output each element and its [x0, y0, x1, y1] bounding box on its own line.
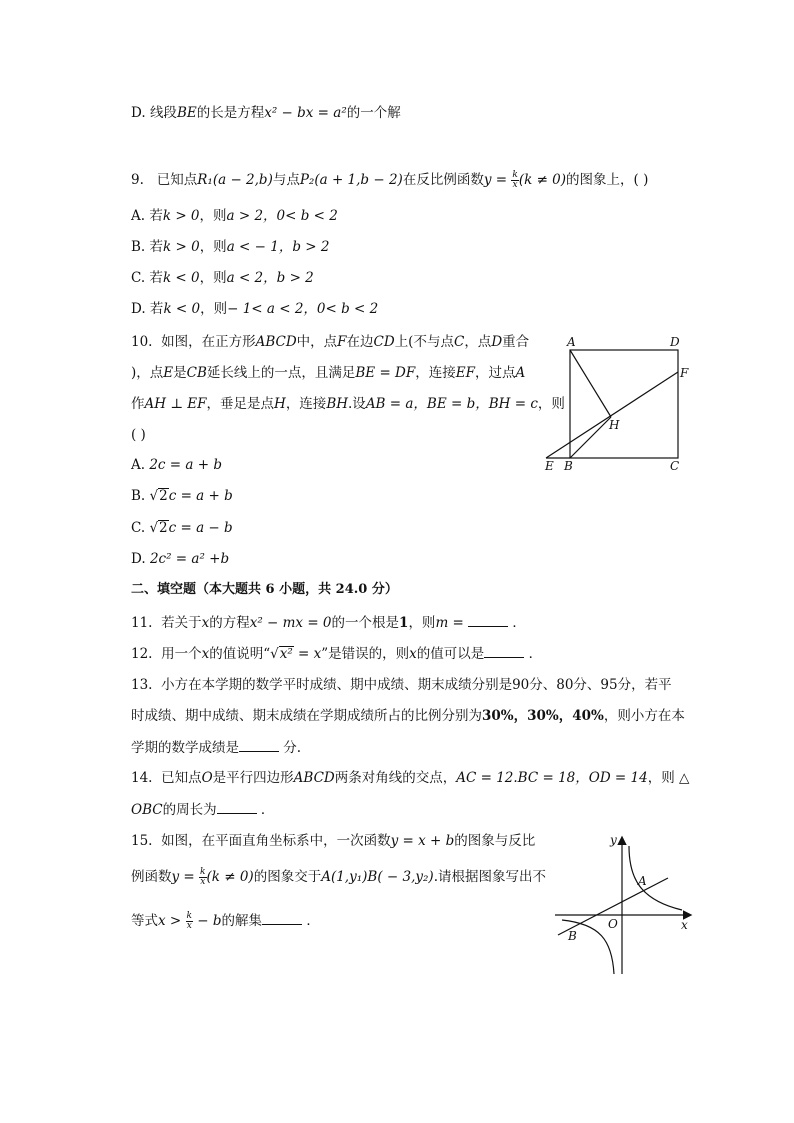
text: 两条对角线的交点，: [334, 770, 457, 786]
numerator: k: [186, 911, 192, 921]
math: D: [491, 334, 503, 350]
q9-option-c: [131, 268, 314, 288]
text: 重合: [502, 334, 530, 350]
q10-option-a: [131, 455, 222, 475]
text: 的值说明“: [209, 646, 271, 662]
q10-option-d: [131, 549, 229, 569]
text: .设: [348, 396, 366, 412]
math: (k ≠ 0): [206, 869, 254, 885]
text: 中，点: [296, 334, 338, 350]
q15-line2: [131, 867, 546, 887]
text: ，则小方在本: [603, 708, 685, 724]
text: ( ): [131, 427, 146, 443]
math: k > 0: [163, 239, 200, 255]
text: )，点: [131, 365, 164, 381]
segment-bh: [570, 417, 611, 458]
fraction: [511, 171, 518, 190]
text: ，点: [464, 334, 492, 350]
label-c: C: [670, 459, 680, 473]
text: 上(不与点: [394, 334, 454, 350]
label-d: D: [670, 335, 680, 349]
section-title: [131, 580, 398, 600]
math: OBC: [131, 802, 163, 818]
option-label: A.: [131, 457, 150, 473]
text: 的方程: [209, 615, 250, 631]
text: 1: [399, 615, 409, 631]
math: R₁(a − 2,b): [197, 172, 273, 188]
text: 的周长为: [162, 802, 217, 818]
answer-blank[interactable]: [217, 799, 257, 814]
text: .请根据图象写出不: [433, 869, 546, 885]
text: 24.0: [331, 582, 372, 597]
q10-stem-line1: [131, 332, 529, 352]
text: 的解集: [221, 913, 263, 929]
label-y: y: [610, 833, 617, 847]
text: ，则 △: [647, 770, 690, 786]
question-number: 10.: [131, 334, 153, 350]
text: ，垂足是点: [206, 396, 275, 412]
equation: AC = 12.BC = 18，OD = 14: [456, 770, 648, 786]
math: k < 0: [162, 270, 200, 286]
text: 的长是方程: [196, 105, 265, 121]
math: k > 0: [162, 208, 200, 224]
text: 例函数: [131, 869, 172, 885]
option-label: C.: [131, 520, 150, 536]
equation: x² − mx = 0: [249, 615, 332, 631]
hyperbola-branch-1: [629, 846, 682, 910]
math: H: [274, 396, 286, 412]
label-b: B: [568, 929, 577, 943]
math: P₂(a + 1,b − 2): [299, 172, 403, 188]
question-number: 9.: [131, 172, 144, 188]
text: 的值可以是: [416, 646, 485, 662]
label-o: O: [608, 917, 618, 931]
math: ABCD: [255, 334, 297, 350]
math: c = a + b: [168, 488, 233, 504]
answer-blank[interactable]: [484, 643, 524, 658]
text: ，过点: [475, 365, 516, 381]
option-label: C. 若: [131, 270, 163, 286]
text: ．: [302, 913, 320, 929]
math: c = a − b: [168, 520, 233, 536]
q9-option-a: [131, 206, 338, 226]
question-number: 14.: [131, 770, 153, 786]
q12: 12. 用一个x的值说明“√x² = x”是错误的，则x的值可以是 ．: [131, 643, 542, 664]
text: ”是错误的，则: [321, 646, 410, 662]
text: 与点: [272, 172, 300, 188]
text: ，则: [199, 208, 227, 224]
math: A: [515, 365, 526, 381]
option-label: D. 若: [131, 301, 164, 317]
math: 2c = a + b: [149, 457, 222, 473]
math: x: [201, 615, 210, 631]
fraction: [199, 868, 206, 887]
q10-option-c: C. √2c = a − b: [131, 520, 233, 536]
q13-line3: [131, 737, 301, 758]
text: ，则: [200, 301, 228, 317]
text: ，则: [537, 396, 565, 412]
option-label: A. 若: [131, 208, 163, 224]
text: 时成绩、期中成绩、期末成绩在学期成绩所占的比例分别为: [131, 708, 482, 724]
q14-line1: [131, 768, 689, 788]
math: a > 2，0< b < 2: [226, 208, 338, 224]
q15-line3: [131, 910, 320, 931]
label-f: F: [680, 366, 689, 380]
math: k < 0: [163, 301, 201, 317]
question-number: 12.: [131, 646, 153, 662]
math: CD: [373, 334, 395, 350]
text: ，则: [199, 270, 227, 286]
label-x: x: [681, 918, 688, 932]
text: 已知点: [156, 172, 198, 188]
math: E: [163, 365, 174, 381]
text: 如图，在平面直角坐标系中，一次函数: [161, 833, 391, 849]
text: 的图象交于: [253, 869, 322, 885]
q10-option-b: B. √2c = a + b: [131, 488, 233, 504]
text: 延长线上的一点，且满足: [206, 365, 356, 381]
answer-blank[interactable]: [262, 910, 302, 925]
q15-line1: [131, 831, 535, 851]
math: m =: [435, 615, 464, 631]
text: 小方在本学期的数学平时成绩、期中成绩、期末成绩分别是90分、80分、95分，若平: [161, 677, 672, 693]
q10-stem-line3: [131, 394, 565, 414]
denominator: x: [200, 877, 206, 887]
denominator: x: [186, 921, 192, 931]
text: 的一个根是: [331, 615, 400, 631]
text: 的图象与反比: [454, 833, 536, 849]
math: ABCD: [293, 770, 335, 786]
text: 是平行四边形: [212, 770, 294, 786]
option-label: B. 若: [131, 239, 164, 255]
text: 作: [131, 396, 145, 412]
text: ，连接: [285, 396, 327, 412]
option-label: D.: [131, 551, 150, 567]
segment-ef: [546, 372, 678, 458]
q10-stem-line2: [131, 363, 525, 383]
text: 在反比例函数: [402, 172, 484, 188]
text: 30%，30%，40%: [482, 708, 604, 724]
q9-option-b: [131, 237, 329, 257]
label-e: E: [545, 459, 554, 473]
option-label: B.: [131, 488, 150, 504]
text: 学期的数学成绩是: [131, 740, 239, 756]
math: BE = DF: [355, 365, 416, 381]
text: 在边: [346, 334, 374, 350]
label-b: B: [564, 459, 573, 473]
question-number: 15.: [131, 833, 153, 849]
q15-coordinate-figure: [550, 828, 700, 978]
math: CB: [186, 365, 207, 381]
answer-blank[interactable]: [239, 737, 279, 752]
text: 等式: [131, 913, 158, 929]
label-a: A: [638, 874, 647, 888]
text: ，则: [199, 239, 227, 255]
radicand: x²: [279, 646, 293, 662]
q13-line1: [131, 675, 672, 695]
radicand: 2: [159, 520, 168, 536]
label-a: A: [567, 335, 576, 349]
math: AB = a，BE = b，BH = c: [365, 396, 538, 412]
answer-blank[interactable]: [468, 612, 508, 627]
math: = x: [293, 646, 322, 662]
equation: x² − bx = a²: [264, 105, 347, 121]
math: x >: [158, 913, 182, 929]
text: 用一个: [161, 646, 202, 662]
text: ．: [256, 802, 275, 818]
q10-square-figure: [536, 330, 706, 480]
math: BH: [326, 396, 349, 412]
text: ，连接: [415, 365, 456, 381]
math: EF: [455, 365, 475, 381]
fraction: [186, 912, 193, 931]
math: a < 2，b > 2: [226, 270, 314, 286]
text: 二、填空题（本大题共: [131, 582, 262, 597]
math: AH ⊥ EF: [144, 396, 207, 412]
text: 已知点: [161, 770, 202, 786]
text: 是: [173, 365, 187, 381]
q8-option-d: [131, 103, 401, 123]
text: 分.: [279, 740, 302, 756]
q9-option-d: [131, 299, 378, 319]
q13-line2: [131, 706, 685, 726]
text: 若关于: [161, 615, 202, 631]
q14-line2: [131, 799, 274, 820]
text: 分）: [371, 582, 398, 597]
label-h: H: [609, 418, 620, 432]
text: ，则: [408, 615, 436, 631]
numerator: k: [512, 170, 518, 180]
denominator: x: [512, 180, 518, 190]
math: BE: [176, 105, 197, 121]
text: 小题，共: [279, 582, 332, 597]
math: (k ≠ 0): [518, 172, 567, 188]
radicand: 2: [159, 488, 168, 504]
option-label: D.: [131, 105, 150, 121]
math: a < − 1，b > 2: [226, 239, 330, 255]
text: 线段: [149, 105, 177, 121]
text: 的图象上，( ): [566, 172, 649, 188]
math: F: [337, 334, 347, 350]
question-number: 11.: [131, 615, 153, 631]
math: x: [201, 646, 210, 662]
math: x: [409, 646, 417, 662]
math: A(1,y₁)B( − 3,y₂): [321, 869, 434, 885]
q9-stem: [131, 170, 648, 190]
numerator: k: [200, 867, 206, 877]
equation: y = x + b: [390, 833, 455, 849]
math: y =: [171, 869, 195, 885]
math: O: [201, 770, 213, 786]
q11: [131, 612, 526, 633]
text: 如图，在正方形: [161, 334, 256, 350]
math: C: [453, 334, 465, 350]
q10-stem-line4: [131, 425, 146, 445]
text: ．: [508, 615, 526, 631]
math: − b: [192, 913, 222, 929]
math: 2c² = a² +b: [149, 551, 230, 567]
text: 6: [261, 582, 280, 597]
math: − 1< a < 2，0< b < 2: [227, 301, 379, 317]
segment-ah: [570, 350, 611, 417]
math: y =: [483, 172, 508, 188]
text: ．: [524, 646, 543, 662]
question-number: 13.: [131, 677, 153, 693]
text: 的一个解: [346, 105, 401, 121]
